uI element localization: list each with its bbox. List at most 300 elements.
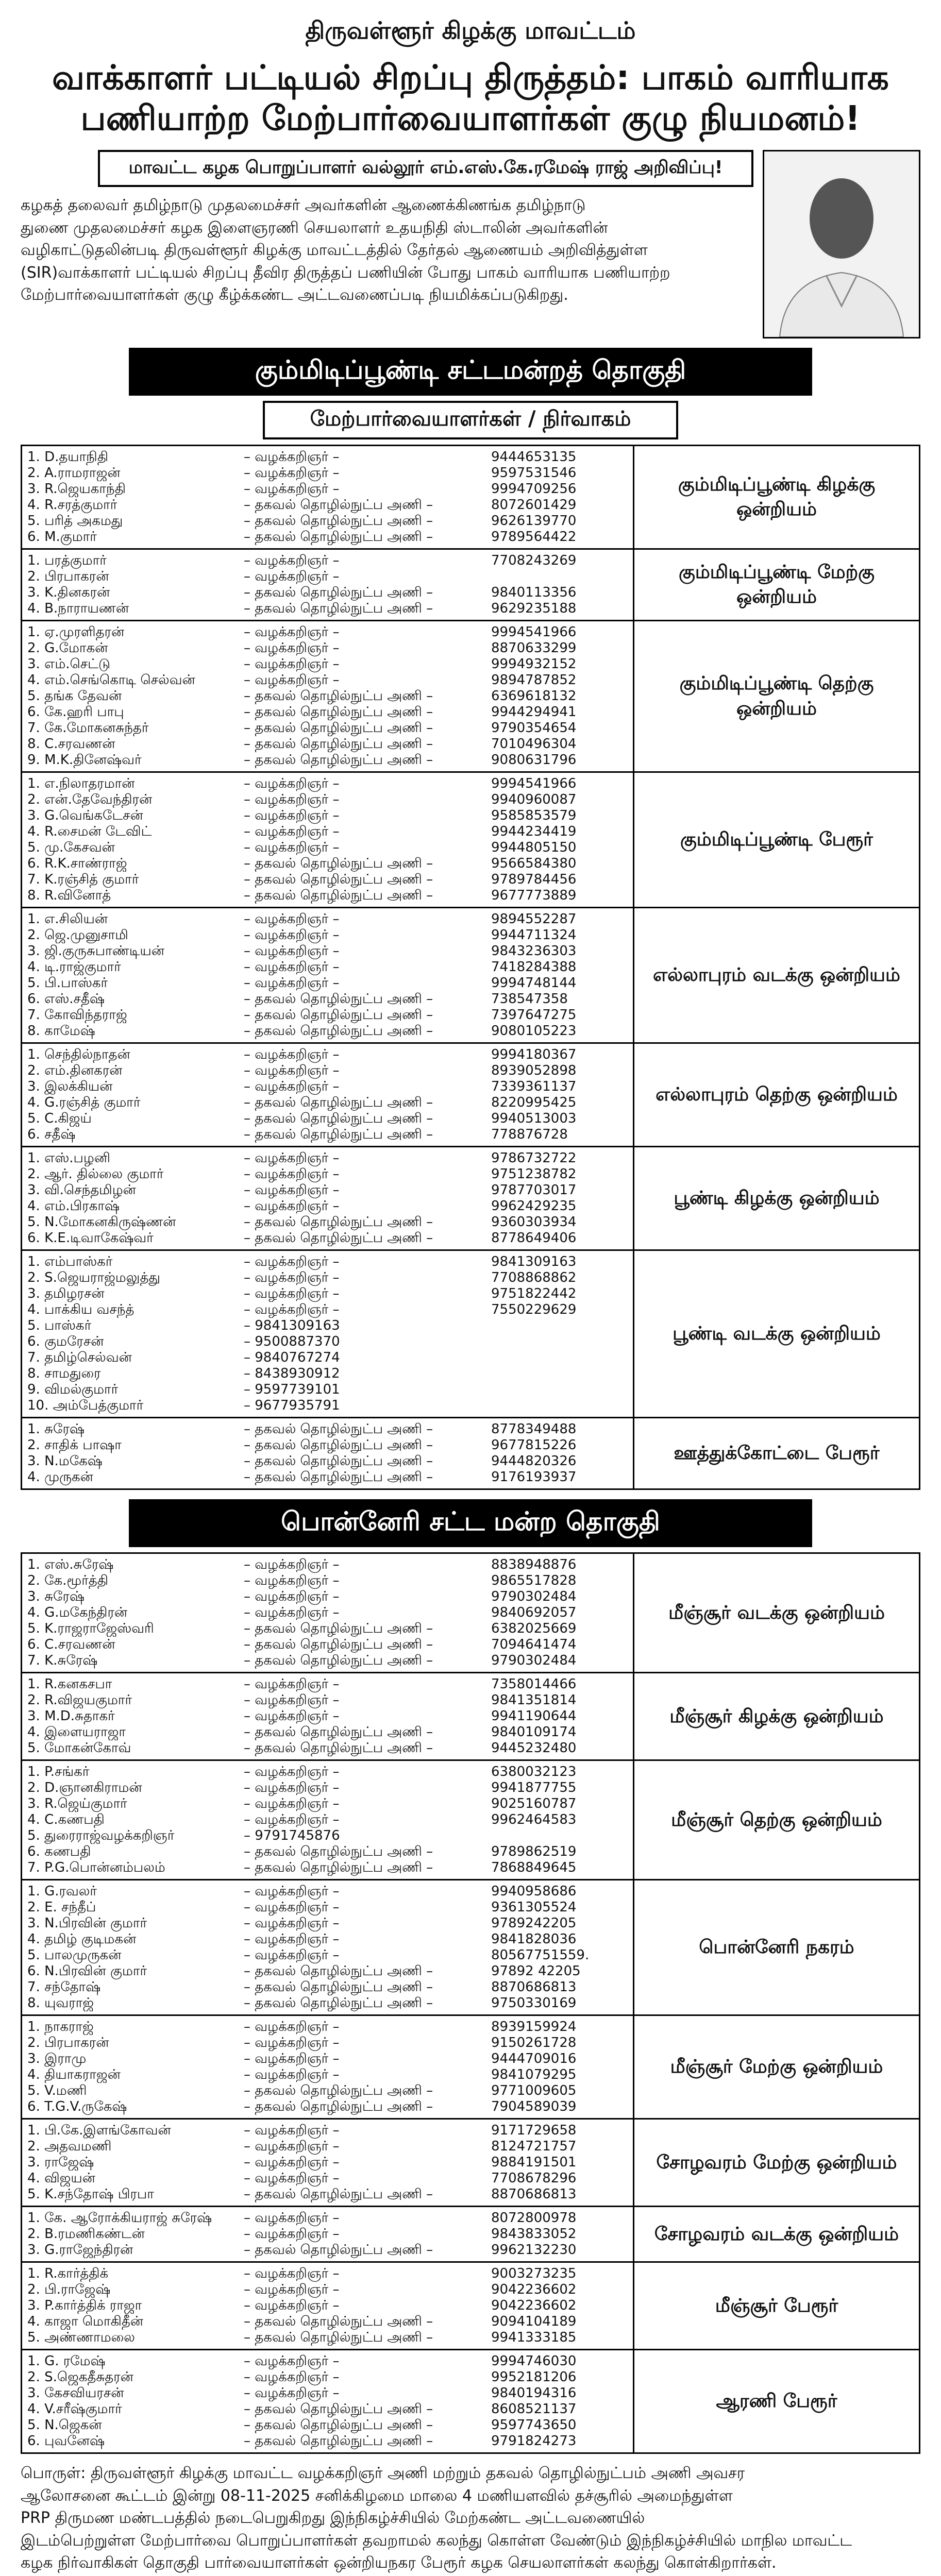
entry-role: – தகவல் தொழில்நுட்ப அணி – (244, 736, 433, 752)
entry-role: – வழக்கறிஞர் – (244, 2155, 340, 2171)
entry-role: – வழக்கறிஞர் – (244, 943, 340, 959)
entry-row (27, 736, 633, 752)
entry-name: 3. இலக்கியன் (27, 1079, 113, 1095)
entry-role: – தகவல் தொழில்நுட்ப அணி – (244, 2401, 433, 2417)
entry-row (27, 975, 633, 991)
intro-paragraph (21, 194, 763, 307)
entry-phone: 9176193937 (491, 1469, 577, 1485)
entry-phone: 9080105223 (491, 1023, 577, 1039)
entry-row (27, 1884, 633, 1900)
entry-role: – 9677935791 (244, 1398, 340, 1414)
entry-role: – தகவல் தொழில்நுட்ப அணி – (244, 1421, 433, 1437)
entry-row (27, 2067, 633, 2083)
entry-role: – தகவல் தொழில்நுட்ப அணி – (244, 688, 433, 704)
entry-name: 5. பாஸ்கர் (27, 1318, 92, 1334)
entries-list (22, 2120, 634, 2206)
entry-name: 4. எம்.செங்கொடி செல்வன் (27, 672, 195, 688)
entry-row (27, 529, 633, 545)
entry-row (27, 1047, 633, 1063)
union-block (22, 446, 919, 548)
entry-role: – தகவல் தொழில்நுட்ப அணி – (244, 2314, 433, 2330)
footer-line: PRP திருமண மண்டபத்தில் நடைபெறுகிறது இந்நிகழ்ச்சியில் மேற்கண்ட அட்டவணையில் (21, 2509, 645, 2528)
entry-phone (491, 1350, 633, 1366)
union-name: கும்மிடிப்பூண்டி கிழக்கு ஒன்றியம் (678, 473, 876, 520)
entry-name: 4. இளையராஜா (27, 1724, 126, 1740)
entry-phone: 9994746030 (491, 2353, 577, 2369)
entry-role: – வழக்கறிஞர் – (244, 1796, 340, 1812)
entry-phone: 9597743650 (491, 2417, 577, 2433)
entry-role: – தகவல் தொழில்நுட்ப அணி – (244, 1740, 433, 1756)
headline (21, 57, 920, 139)
entry-phone: 8870686813 (491, 2187, 577, 2202)
union-block (22, 1249, 919, 1417)
entry-name: 1. எஸ்.பழனி (27, 1150, 110, 1166)
entry-phone: 9360303934 (491, 1214, 577, 1230)
entries-list (22, 1673, 634, 1759)
entry-name: 1. நாகராஜ் (27, 2019, 94, 2035)
entry-phone: 9944805150 (491, 840, 577, 856)
entry-name: 3. N.பிரவின் குமார் (27, 1916, 147, 1931)
entries-list (22, 1880, 634, 2014)
entries-list (22, 1554, 634, 1672)
entry-phone: 9789564422 (491, 529, 577, 545)
headline-line-2: பணியாற்ற மேற்பார்வையாளர்கள் குழு நியமனம்! (80, 98, 861, 139)
entry-role: – வழக்கறிஞர் – (244, 2051, 340, 2067)
union-block (22, 2014, 919, 2118)
entry-role: – வழக்கறிஞர் – (244, 2282, 340, 2298)
entry-phone: 778876728 (491, 1127, 568, 1143)
entry-phone: 9940958686 (491, 1884, 577, 1900)
union-block (22, 1042, 919, 1146)
entry-name: 1. எம்பாஸ்கர் (27, 1254, 113, 1270)
entry-name: 2. D.ஞானகிராமன் (27, 1780, 142, 1796)
intro-line: மேற்பார்வையாளர்கள் குழு கீழ்க்கண்ட அட்டவணைப்படி நியமிக்கப்படுகிறது. (21, 286, 568, 304)
entry-role: – வழக்கறிஞர் – (244, 1573, 340, 1589)
entry-role: – தகவல் தொழில்நுட்ப அணி – (244, 704, 433, 720)
entry-row (27, 911, 633, 927)
entry-name: 4. G.மகேந்திரன் (27, 1605, 128, 1621)
entry-phone: 9042236602 (491, 2298, 577, 2314)
entry-role: – வழக்கறிஞர் – (244, 1900, 340, 1916)
entry-row (27, 2242, 633, 2258)
entry-role: – வழக்கறிஞர் – (244, 640, 340, 656)
entry-name: 6. கே.ஹரி பாபு (27, 704, 124, 720)
entry-name: 3. R.ஜெய்குமார் (27, 1796, 127, 1812)
entry-phone: 9789242205 (491, 1916, 577, 1931)
entry-row (27, 1254, 633, 1270)
union-name: ஊத்துக்கோட்டை பேரூர் (674, 1443, 880, 1464)
entry-name: 9. விமல்குமார் (27, 1382, 119, 1398)
entry-phone: 9789862519 (491, 1844, 577, 1860)
entry-role: – தகவல் தொழில்நுட்ப அணி – (244, 1621, 433, 1637)
entry-role: – வழக்கறிஞர் – (244, 808, 340, 824)
entry-row (27, 2035, 633, 2051)
entry-phone: 9677773889 (491, 888, 577, 904)
entry-name: 1. G.ரவலர் (27, 1884, 97, 1900)
entry-row (27, 1621, 633, 1637)
union-name: சோழவரம் மேற்கு ஒன்றியம் (656, 2151, 897, 2173)
entry-role: – 8438930912 (244, 1366, 340, 1382)
entry-role: – தகவல் தொழில்நுட்ப அணி – (244, 1844, 433, 1860)
entry-name: 3. M.D.சுதாகர் (27, 1708, 115, 1724)
entry-name: 7. K.சுரேஷ் (27, 1653, 98, 1669)
entry-role: – 9841309163 (244, 1318, 340, 1334)
entry-role: – வழக்கறிஞர் – (244, 1063, 340, 1079)
entry-name: 5. தங்க தேவன் (27, 688, 122, 704)
footer-line: பொருள்: திருவள்ளூர் கிழக்கு மாவட்ட வழக்கறிஞர் அணி மற்றும் தகவல் தொழில்நுட்பம் அணி அவசர (21, 2464, 745, 2483)
entry-name: 3. G.ராஜேந்திரன் (27, 2242, 133, 2258)
union-block (22, 1554, 919, 1672)
entry-role: – தகவல் தொழில்நுட்ப அணி – (244, 2433, 433, 2449)
entry-name: 3. K.தினகரன் (27, 585, 110, 601)
entry-row (27, 672, 633, 688)
union-block (22, 907, 919, 1042)
entry-row (27, 2353, 633, 2369)
announcement-text-column (21, 150, 763, 338)
entry-row (27, 1127, 633, 1143)
entry-row (27, 840, 633, 856)
entry-phone: 8838948876 (491, 1557, 577, 1573)
union-block (22, 2349, 919, 2452)
entries-list (22, 2263, 634, 2349)
entry-name: 3. R.ஜெயகாந்தி (27, 481, 126, 497)
entry-row (27, 2385, 633, 2401)
union-name: பூண்டி வடக்கு ஒன்றியம் (673, 1323, 881, 1345)
entry-name: 4. B.நாராயணன் (27, 601, 129, 617)
entry-row (27, 2433, 633, 2449)
entry-phone: 9865517828 (491, 1573, 577, 1589)
entry-name: 1. ஏ.முரளிதரன் (27, 624, 125, 640)
entry-phone: 9790354654 (491, 720, 577, 736)
entry-role: – வழக்கறிஞர் – (244, 1708, 340, 1724)
entry-name: 5. K.சந்தோஷ் பிரபா (27, 2187, 154, 2202)
entry-name: 3. எம்.செட்டு (27, 656, 111, 672)
entry-phone: 8220995425 (491, 1095, 577, 1111)
entry-row (27, 640, 633, 656)
entry-name: 8. யுவராஜ் (27, 1995, 94, 2011)
entry-row (27, 553, 633, 569)
entry-role: – 9840767274 (244, 1350, 340, 1366)
entry-row (27, 1900, 633, 1916)
entry-phone: 9843236303 (491, 943, 577, 959)
entry-phone: 8608521137 (491, 2401, 577, 2417)
entry-row (27, 1437, 633, 1453)
entry-role: – தகவல் தொழில்நுட்ப அணி – (244, 1007, 433, 1023)
entry-role: – வழக்கறிஞர் – (244, 959, 340, 975)
entry-row (27, 1111, 633, 1127)
entry-phone: 9994541966 (491, 776, 577, 792)
entry-role: – வழக்கறிஞர் – (244, 624, 340, 640)
entry-role: – வழக்கறிஞர் – (244, 449, 340, 465)
entry-name: 6. K.E.டிவாகேஷ்வர் (27, 1230, 154, 1246)
entry-name: 1. சுரேஷ் (27, 1421, 85, 1437)
entry-phone: 9944234419 (491, 824, 577, 840)
entry-role: – வழக்கறிஞர் – (244, 2210, 340, 2226)
entry-phone: 9884191501 (491, 2155, 577, 2171)
entry-phone: 6369618132 (491, 688, 577, 704)
entry-role: – வழக்கறிஞர் – (244, 1079, 340, 1095)
entry-name: 5. N.ஜெகன் (27, 2417, 102, 2433)
entry-role: – தகவல் தொழில்நுட்ப அணி – (244, 2187, 433, 2202)
union-name: கும்மிடிப்பூண்டி பேரூர் (680, 829, 873, 851)
entry-role: – வழக்கறிஞர் – (244, 1605, 340, 1621)
entry-name: 1. R.கார்த்திக் (27, 2266, 109, 2282)
entry-name: 5. K.ராஜராஜேஸ்வரி (27, 1621, 154, 1637)
entry-phone: 9994541966 (491, 624, 577, 640)
entry-name: 1. செந்தில்நாதன் (27, 1047, 130, 1063)
entry-row (27, 1708, 633, 1724)
entry-phone: 9941877755 (491, 1780, 577, 1796)
entry-row (27, 1637, 633, 1653)
entries-list (22, 1761, 634, 1879)
entry-name: 3. ஜி.குருசுபாண்டியன் (27, 943, 164, 959)
entry-name: 8. காமேஷ் (27, 1023, 95, 1039)
entry-row (27, 449, 633, 465)
entry-phone: 9841309163 (491, 1254, 577, 1270)
entry-phone: 9789784456 (491, 872, 577, 888)
entry-name: 3. P.கார்த்திக் ராஜா (27, 2298, 142, 2314)
entry-phone: 9944711324 (491, 927, 577, 943)
entry-role: – வழக்கறிஞர் – (244, 911, 340, 927)
entry-name: 6. புவனேஷ் (27, 2433, 105, 2449)
entry-role: – வழக்கறிஞர் – (244, 1166, 340, 1182)
entry-role: – தகவல் தொழில்நுட்ப அணி – (244, 1437, 433, 1453)
entry-name: 4. காஜா மொகிதீன் (27, 2314, 144, 2330)
entry-role: – வழக்கறிஞர் – (244, 465, 340, 481)
entry-phone: 9791824273 (491, 2433, 577, 2449)
entry-role: – தகவல் தொழில்நுட்ப அணி – (244, 2099, 433, 2115)
entry-name: 1. R.கனகசபா (27, 1676, 112, 1692)
entry-phone: 8870686813 (491, 1979, 577, 1995)
entry-name: 4. டி.ராஜ்குமார் (27, 959, 121, 975)
entry-name: 3. சுரேஷ் (27, 1589, 85, 1605)
entry-row (27, 1692, 633, 1708)
entry-name: 5. பி.பாஸ்கர் (27, 975, 108, 991)
roles-header: மேற்பார்வையாளர்கள் / நிர்வாகம் (263, 401, 678, 439)
entry-name: 2. S.ஜெயராஜ்மலுத்து (27, 1270, 160, 1286)
intro-line: (SIR)வாக்காளர் பட்டியல் சிறப்பு தீவிர திருத்தப் பணியின் போது பாகம் வாரியாக பணியாற்ற (21, 263, 670, 282)
entry-role: – வழக்கறிஞர் – (244, 1270, 340, 1286)
entry-name: 2. பிரபாகரன் (27, 2035, 109, 2051)
entry-row (27, 2226, 633, 2242)
entry-row (27, 752, 633, 768)
entry-role: – தகவல் தொழில்நுட்ப அணி – (244, 1724, 433, 1740)
entry-name: 4. R.சைமன் டேவிட் (27, 824, 152, 840)
entry-row (27, 1995, 633, 2011)
entry-phone: 9771009605 (491, 2083, 577, 2099)
entry-name: 1. எ.சிலியன் (27, 911, 108, 927)
entry-name: 7. சந்தோஷ் (27, 1979, 101, 1995)
entry-phone: 9080631796 (491, 752, 577, 768)
entry-role: – தகவல் தொழில்நுட்ப அணி – (244, 585, 433, 601)
entry-role: – 9500887370 (244, 1334, 340, 1350)
entry-role: – வழக்கறிஞர் – (244, 1286, 340, 1302)
entry-phone: 6380032123 (491, 1764, 577, 1780)
entry-phone: 8939159924 (491, 2019, 577, 2035)
entry-row (27, 2171, 633, 2187)
entry-row (27, 656, 633, 672)
union-name: மீஞ்சூர் மேற்கு ஒன்றியம் (670, 2056, 883, 2078)
entry-phone: 8124721757 (491, 2139, 577, 2155)
entry-phone: 7094641474 (491, 1637, 577, 1653)
entry-role: – 9791745876 (244, 1828, 340, 1844)
entry-phone (491, 569, 633, 585)
entry-role: – வழக்கறிஞர் – (244, 553, 340, 569)
entry-name: 6. குமரேசன் (27, 1334, 104, 1350)
entry-name: 5. துரைராஜ்வழக்கறிஞர் (27, 1828, 175, 1844)
entry-row (27, 2139, 633, 2155)
entry-row (27, 2369, 633, 2385)
entry-role: – தகவல் தொழில்நுட்ப அணி – (244, 1979, 433, 1995)
entry-phone: 7550229629 (491, 1302, 577, 1318)
entry-row (27, 943, 633, 959)
entry-row (27, 1334, 633, 1350)
entry-name: 1. D.தயாநிதி (27, 449, 109, 465)
entries-list (22, 773, 634, 907)
entry-role: – வழக்கறிஞர் – (244, 975, 340, 991)
entry-name: 7. P.G.பொன்னம்பலம் (27, 1860, 165, 1876)
entry-name: 8. C.சரவணன் (27, 736, 115, 752)
entry-name: 3. G.வெங்கடேசன் (27, 808, 143, 824)
entries-list (22, 2016, 634, 2118)
entry-role: – தகவல் தொழில்நுட்ப அணி – (244, 888, 433, 904)
union-name: கும்மிடிப்பூண்டி தெற்கு ஒன்றியம் (679, 673, 874, 719)
entry-role: – வழக்கறிஞர் – (244, 2171, 340, 2187)
entry-name: 7. K.ரஞ்சித் குமார் (27, 872, 139, 888)
entry-name: 5. மு.கேசவன் (27, 840, 115, 856)
entry-phone: 7708678296 (491, 2171, 577, 2187)
entry-name: 5. மோகன்கோவ் (27, 1740, 131, 1756)
union-name: எல்லாபுரம் வடக்கு ஒன்றியம் (653, 964, 900, 986)
entry-name: 6. N.பிரவின் குமார் (27, 1963, 147, 1979)
entries-list (22, 2207, 634, 2261)
entry-name: 3. இராமு (27, 2051, 87, 2067)
entry-row (27, 1150, 633, 1166)
entry-role: – வழக்கறிஞர் – (244, 1047, 340, 1063)
entry-name: 2. E. சந்தீப் (27, 1900, 96, 1916)
entry-row (27, 1916, 633, 1931)
entry-role: – வழக்கறிஞர் – (244, 927, 340, 943)
entry-role: – தகவல் தொழில்நுட்ப அணி – (244, 601, 433, 617)
entry-phone: 9994748144 (491, 975, 577, 991)
footer-paragraph (21, 2462, 920, 2574)
entry-role: – தகவல் தொழில்நுட்ப அணி – (244, 529, 433, 545)
entry-phone (491, 1366, 633, 1382)
entry-role: – தகவல் தொழில்நுட்ப அணி – (244, 1995, 433, 2011)
entry-phone: 9445232480 (491, 1740, 577, 1756)
entry-name: 7. கோவிந்தராஜ் (27, 1007, 127, 1023)
union-block (22, 2206, 919, 2261)
entry-row (27, 1557, 633, 1573)
entry-role: – வழக்கறிஞர் – (244, 2298, 340, 2314)
entry-name: 3. ராஜேஷ் (27, 2155, 94, 2171)
entry-role: – வழக்கறிஞர் – (244, 1557, 340, 1573)
entry-role: – வழக்கறிஞர் – (244, 1916, 340, 1931)
entry-row (27, 2417, 633, 2433)
entry-role: – தகவல் தொழில்நுட்ப அணி – (244, 1230, 433, 1246)
entry-phone: 9994709256 (491, 481, 577, 497)
entry-name: 2. பி.ராஜேஷ் (27, 2282, 111, 2298)
entry-name: 1. பி.கே.இளங்கோவன் (27, 2123, 171, 2139)
entries-list (22, 550, 634, 620)
entry-row (27, 1302, 633, 1318)
entry-phone: 9941190644 (491, 1708, 577, 1724)
entry-row (27, 1653, 633, 1669)
entry-name: 5. N.மோகனகிருஷ்ணன் (27, 1214, 176, 1230)
entry-role: – தகவல் தொழில்நுட்ப அணி – (244, 1469, 433, 1485)
entry-name: 4. எம்.பிரகாஷ் (27, 1198, 120, 1214)
entry-row (27, 1764, 633, 1780)
entry-row (27, 824, 633, 840)
entry-row (27, 808, 633, 824)
entry-role: – தகவல் தொழில்நுட்ப அணி – (244, 2417, 433, 2433)
union-name: பொன்னேரி நகரம் (699, 1937, 854, 1958)
entry-phone: 9444653135 (491, 449, 577, 465)
entry-row (27, 1963, 633, 1979)
entry-name: 3. N.மகேஷ் (27, 1453, 103, 1469)
entry-name: 2. என்.தேவேந்திரன் (27, 792, 153, 808)
entry-phone: 9629235188 (491, 601, 577, 617)
union-block (22, 2118, 919, 2206)
section-title: பொன்னேரி சட்ட மன்ற தொகுதி (129, 1499, 812, 1547)
union-name: கும்மிடிப்பூண்டி மேற்கு ஒன்றியம் (679, 561, 875, 608)
entry-name: 5. V.மணி (27, 2083, 87, 2099)
entry-row (27, 1023, 633, 1039)
entry-row (27, 2266, 633, 2282)
entry-name: 3. கேசவியரசன் (27, 2385, 124, 2401)
entry-role: – வழக்கறிஞர் – (244, 2226, 340, 2242)
entry-row (27, 704, 633, 720)
entry-row (27, 2210, 633, 2226)
entry-role: – வழக்கறிஞர் – (244, 656, 340, 672)
section-title: கும்மிடிப்பூண்டி சட்டமன்றத் தொகுதி (129, 348, 812, 396)
entry-phone: 9940513003 (491, 1111, 577, 1127)
entry-row (27, 601, 633, 617)
entries-list (22, 908, 634, 1042)
entry-row (27, 888, 633, 904)
entry-name: 4. V.சரீஷ்குமார் (27, 2401, 122, 2417)
entry-role: – வழக்கறிஞர் – (244, 1947, 340, 1963)
entry-name: 8. சாமதுரை (27, 1366, 101, 1382)
intro-line: வழிகாட்டுதலின்படி திருவள்ளூர் கிழக்கு மாவட்டத்தில் தேர்தல் ஆணையம் அறிவித்துள்ள (21, 241, 648, 260)
union-name: பூண்டி கிழக்கு ஒன்றியம் (674, 1188, 880, 1209)
entry-role: – தகவல் தொழில்நுட்ப அணி – (244, 1637, 433, 1653)
entry-row (27, 2099, 633, 2115)
entry-row (27, 1469, 633, 1485)
entry-name: 6. R.K.சாண்ராஜ் (27, 856, 127, 872)
entry-row (27, 2330, 633, 2346)
entry-role: – வழக்கறிஞர் – (244, 776, 340, 792)
entry-phone: 8072800978 (491, 2210, 577, 2226)
entry-phone: 9585853579 (491, 808, 577, 824)
entry-name: 6. கணபதி (27, 1844, 91, 1860)
union-block (22, 1672, 919, 1759)
entry-row (27, 465, 633, 481)
entry-phone: 9841828036 (491, 1931, 577, 1947)
entry-name: 5. அண்ணாமலை (27, 2330, 135, 2346)
entry-role: – வழக்கறிஞர் – (244, 1676, 340, 1692)
entry-phone (491, 1398, 633, 1414)
entry-row (27, 1844, 633, 1860)
announcement-row (21, 150, 920, 338)
entry-phone: 7868849645 (491, 1860, 577, 1876)
entry-phone: 9003273235 (491, 2266, 577, 2282)
entry-phone: 7418284388 (491, 959, 577, 975)
footer-line: ஆலோசனை கூட்டம் இன்று 08-11-2025 சனிக்கிழமை மாலை 4 மணியளவில் தச்சூரில் அமைந்துள்ள (21, 2486, 733, 2505)
entry-phone (491, 1334, 633, 1350)
entry-phone: 9787703017 (491, 1182, 577, 1198)
entry-row (27, 1063, 633, 1079)
